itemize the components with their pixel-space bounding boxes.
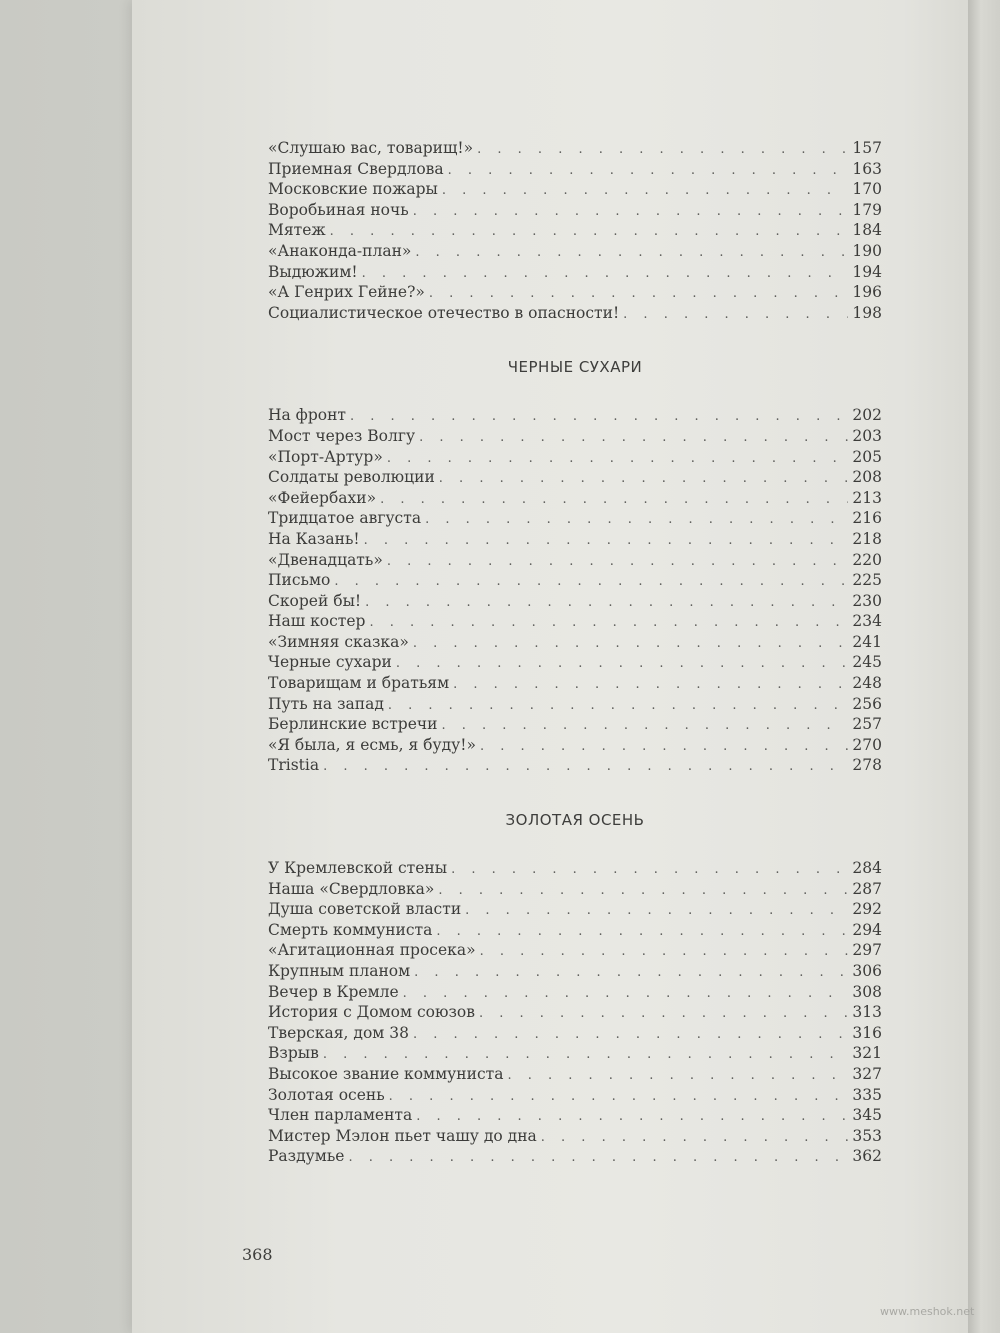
toc-entry-page: 257 [852, 715, 882, 734]
toc-entry-title: Берлинские встречи [268, 715, 438, 734]
toc-entry-page: 362 [852, 1147, 882, 1166]
toc-entry-page: 353 [852, 1126, 882, 1145]
toc-entry-page: 270 [852, 735, 882, 754]
toc-dot-leader [413, 1025, 848, 1046]
toc-dot-leader [479, 1004, 848, 1025]
section-spacer [268, 776, 882, 810]
toc-entry-page: 170 [852, 180, 882, 199]
toc-entry-page: 245 [852, 653, 882, 672]
toc-entry [268, 714, 882, 735]
toc-entry-page: 205 [852, 447, 882, 466]
toc-entry-page: 321 [852, 1044, 882, 1063]
toc-dot-leader [396, 654, 849, 675]
toc-entry-title: Путь на запад [268, 694, 384, 713]
toc-dot-leader [389, 1087, 849, 1108]
toc-entry-title: «Порт-Артур» [268, 447, 383, 466]
toc-entry [268, 179, 882, 200]
toc-dot-leader [623, 305, 848, 326]
toc-entry-page: 256 [852, 694, 882, 713]
toc-entry [268, 755, 882, 776]
toc-entry-title: История с Домом союзов [268, 1003, 475, 1022]
toc-dot-leader [415, 243, 848, 264]
toc-dot-leader [451, 860, 848, 881]
section-spacer [268, 323, 882, 357]
toc-dot-leader [403, 984, 849, 1005]
toc-entry [268, 529, 882, 550]
toc-entry [268, 858, 882, 879]
toc-entry-title: Мятеж [268, 221, 326, 240]
toc-entry-page: 230 [852, 591, 882, 610]
toc-dot-leader [362, 264, 849, 285]
toc-entry-title: «Я была, я есмь, я буду!» [268, 735, 476, 754]
toc-dot-leader [439, 469, 849, 490]
toc-entry-title: Взрыв [268, 1044, 319, 1063]
toc-entry-page: 294 [852, 920, 882, 939]
toc-entry-page: 345 [852, 1106, 882, 1125]
toc-entry-title: Тридцатое августа [268, 509, 422, 528]
toc-entry-page: 308 [852, 982, 882, 1001]
toc-entry-title: «Зимняя сказка» [268, 632, 409, 651]
toc-dot-leader [429, 284, 849, 305]
toc-entry-page: 216 [852, 509, 882, 528]
toc-entry [268, 426, 882, 447]
toc-entry-title: Раздумье [268, 1147, 345, 1166]
toc-entry-page: 218 [852, 529, 882, 548]
toc-entry-page: 335 [852, 1085, 882, 1104]
toc-dot-leader [416, 1107, 848, 1128]
toc-entry [268, 1043, 882, 1064]
toc-dot-leader [334, 572, 848, 593]
toc-entry-page: 234 [852, 612, 882, 631]
toc-entry-title: «Слушаю вас, товарищ!» [268, 139, 474, 157]
toc-entry [268, 632, 882, 653]
toc-dot-leader [507, 1066, 848, 1087]
toc-entry-page: 184 [852, 221, 882, 240]
toc-dot-leader [414, 963, 848, 984]
toc-entry [268, 961, 882, 982]
toc-entry-title: Товарищам и братьям [268, 674, 450, 693]
toc-dot-leader [413, 634, 849, 655]
toc-dot-leader [480, 737, 848, 758]
toc-entry-page: 327 [852, 1064, 882, 1083]
toc-entry-title: У Кремлевской стены [268, 859, 448, 878]
page-number: 368 [242, 1245, 273, 1264]
toc-entry-page: 157 [852, 139, 882, 157]
toc-dot-leader [465, 901, 848, 922]
toc-entry [268, 138, 882, 159]
toc-entry [268, 488, 882, 509]
toc-entry-title: Высокое звание коммуниста [268, 1064, 504, 1083]
section-spacer [268, 830, 882, 858]
toc-entry [268, 940, 882, 961]
toc-entry-title: Душа советской власти [268, 900, 462, 919]
toc-entry-title: «Агитационная просека» [268, 941, 476, 960]
toc-dot-leader [365, 593, 848, 614]
toc-entry [268, 447, 882, 468]
toc-entry [268, 1105, 882, 1126]
toc-dot-leader [348, 1148, 848, 1169]
toc-entry [268, 303, 882, 324]
toc-entry-title: Приемная Свердлова [268, 159, 444, 178]
toc-entry-page: 208 [852, 468, 882, 487]
toc-entry-title: На Казань! [268, 529, 360, 548]
toc-entry-title: На фронт [268, 406, 346, 425]
toc-dot-leader [477, 140, 848, 161]
toc-entry-title: Смерть коммуниста [268, 920, 433, 939]
page-spine-edge [968, 0, 1000, 1333]
toc-dot-leader [442, 181, 849, 202]
toc-entry-title: Наш костер [268, 612, 366, 631]
toc-entry-page: 278 [852, 756, 882, 775]
toc-entry [268, 694, 882, 715]
toc-entry-title: Мост через Волгу [268, 426, 416, 445]
toc-dot-leader [438, 881, 848, 902]
toc-dot-leader [425, 510, 848, 531]
toc-entry-title: Золотая осень [268, 1085, 385, 1104]
toc-entry-page: 241 [852, 632, 882, 651]
toc-entry-title: Черные сухари [268, 653, 392, 672]
toc-entry [268, 1064, 882, 1085]
toc-entry [268, 262, 882, 283]
toc-entry-page: 190 [852, 241, 882, 260]
toc-entry [268, 591, 882, 612]
toc-entry [268, 1146, 882, 1167]
toc-entry [268, 159, 882, 180]
section-heading: ЧЕРНЫЕ СУХАРИ [507, 358, 643, 377]
toc-entry-title: Тверская, дом 38 [268, 1023, 409, 1042]
toc-entry-title: «Двенадцать» [268, 550, 383, 569]
toc-entry [268, 652, 882, 673]
toc-dot-leader [330, 222, 849, 243]
toc-entry-title: Tristia [268, 756, 320, 775]
toc-entry [268, 1023, 882, 1044]
section-spacer [268, 377, 882, 405]
toc-dot-leader [323, 757, 848, 778]
toc-entry-page: 194 [852, 262, 882, 281]
toc-dot-leader [387, 449, 849, 470]
toc-dot-leader [387, 552, 849, 573]
toc-entry [268, 982, 882, 1003]
toc-entry [268, 282, 882, 303]
toc-entry [268, 735, 882, 756]
toc-entry-title: Социалистическое отечество в опасности! [268, 303, 620, 322]
toc-dot-leader [436, 922, 848, 943]
toc-dot-leader [541, 1128, 849, 1149]
toc-entry-title: Мистер Мэлон пьет чашу до дна [268, 1126, 537, 1145]
toc-entry [268, 405, 882, 426]
toc-dot-leader [350, 407, 848, 428]
toc-entry-page: 284 [852, 859, 882, 878]
toc-dot-leader [364, 531, 849, 552]
toc-entry-page: 213 [852, 488, 882, 507]
toc-entry [268, 899, 882, 920]
toc-entry-page: 297 [852, 941, 882, 960]
toc-dot-leader [419, 428, 848, 449]
toc-entry [268, 673, 882, 694]
toc-entry-title: «Фейербахи» [268, 488, 377, 507]
toc-entry [268, 1126, 882, 1147]
toc-entry [268, 570, 882, 591]
toc-entry-page: 202 [852, 406, 882, 425]
toc-entry-title: Воробьиная ночь [268, 200, 409, 219]
toc-entry [268, 241, 882, 262]
toc-entry [268, 220, 882, 241]
toc-entry-page: 198 [852, 303, 882, 322]
toc-entry-title: Член парламента [268, 1106, 413, 1125]
toc-entry-page: 287 [852, 879, 882, 898]
toc-entry [268, 920, 882, 941]
toc-entry-title: Выдюжим! [268, 262, 358, 281]
toc-dot-leader [448, 161, 849, 182]
toc-entry-page: 179 [852, 200, 882, 219]
toc-dot-leader [323, 1045, 849, 1066]
toc-entry-title: Крупным планом [268, 962, 411, 980]
toc-entry [268, 467, 882, 488]
toc-entry [268, 200, 882, 221]
toc-entry [268, 1002, 882, 1023]
toc-entry-title: Скорей бы! [268, 591, 362, 610]
toc-entry [268, 879, 882, 900]
toc-entry-page: 225 [852, 571, 882, 590]
toc-dot-leader [480, 942, 849, 963]
toc-entry-page: 306 [852, 962, 882, 980]
toc-entry-page: 313 [852, 1003, 882, 1022]
toc-dot-leader [453, 675, 848, 696]
toc-dot-leader [369, 613, 848, 634]
toc-entry-title: Наша «Свердловка» [268, 879, 435, 898]
toc-entry-page: 292 [852, 900, 882, 919]
toc-entry-title: Вечер в Кремле [268, 982, 399, 1001]
table-of-contents [268, 138, 882, 1167]
toc-dot-leader [380, 490, 848, 511]
toc-entry-title: Московские пожары [268, 180, 438, 199]
toc-entry [268, 611, 882, 632]
toc-entry-page: 316 [852, 1023, 882, 1042]
toc-entry-title: «А Генрих Гейне?» [268, 283, 425, 302]
toc-entry-title: Солдаты революции [268, 468, 435, 487]
toc-dot-leader [413, 202, 849, 223]
toc-entry [268, 508, 882, 529]
toc-entry-page: 248 [852, 674, 882, 693]
toc-dot-leader [441, 716, 848, 737]
section-heading: ЗОЛОТАЯ ОСЕНЬ [505, 811, 645, 830]
watermark-text: www.meshok.net [880, 1305, 975, 1318]
toc-entry-page: 163 [852, 159, 882, 178]
toc-entry [268, 1085, 882, 1106]
toc-entry-page: 196 [852, 283, 882, 302]
toc-entry [268, 550, 882, 571]
toc-entry-title: «Анаконда-план» [268, 241, 412, 260]
toc-entry-title: Письмо [268, 571, 331, 590]
toc-entry-page: 203 [852, 426, 882, 445]
toc-entry-page: 220 [852, 550, 882, 569]
toc-dot-leader [388, 696, 849, 717]
